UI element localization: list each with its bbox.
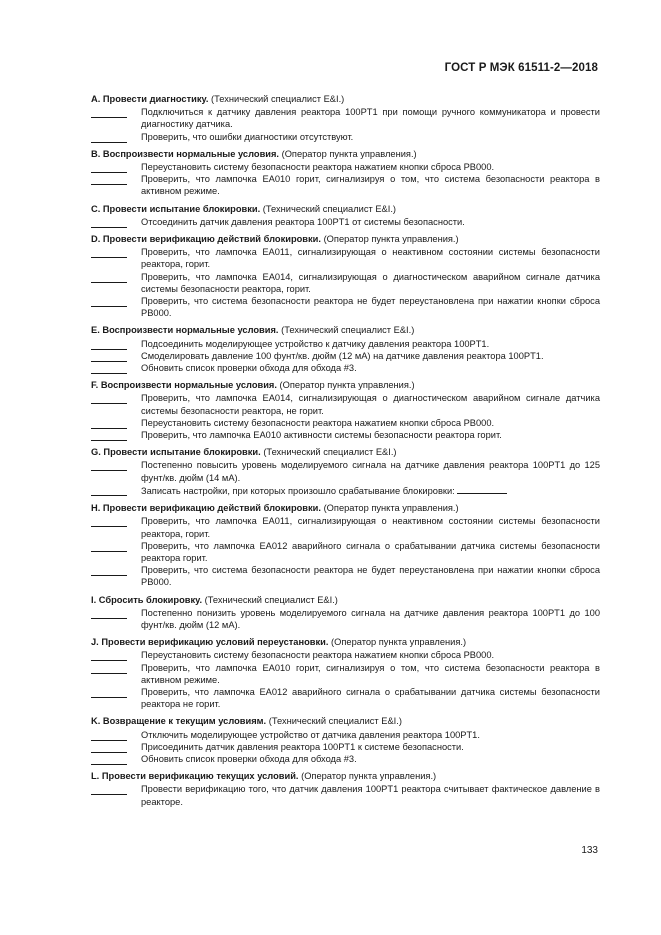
section-title xyxy=(91,93,600,105)
signoff-blank-line[interactable] xyxy=(91,649,127,661)
section-role: (Оператор пункта управления.) xyxy=(301,771,437,782)
section-role: (Технический специалист E&I.) xyxy=(268,716,402,727)
item-text-value: Обновить список проверки обхода для обхода #3. xyxy=(141,363,357,374)
section-role: (Оператор пункта управления.) xyxy=(279,380,415,391)
checklist-item xyxy=(91,484,600,497)
checklist-section xyxy=(91,446,600,497)
signoff-blank-line[interactable] xyxy=(91,741,127,753)
item-text-value: Переустановить систему безопасности реактора нажатием кнопки сброса PB000. xyxy=(141,162,495,173)
signoff-blank-line[interactable] xyxy=(91,484,127,496)
section-title xyxy=(91,770,600,782)
item-text-value: Присоединить датчик давления реактора 100PT1 к системе безопасности. xyxy=(141,741,464,752)
checklist-item-text xyxy=(141,607,600,631)
checklist-item-text xyxy=(141,295,600,319)
section-heading: K. Возвращение к текущим условиям. xyxy=(91,716,267,727)
signoff-blank-line[interactable] xyxy=(91,106,127,118)
signoff-blank-line[interactable] xyxy=(91,271,127,283)
signoff-blank-line[interactable] xyxy=(91,662,127,674)
checklist-content xyxy=(91,93,600,813)
checklist-item-text xyxy=(141,271,600,295)
section-role: (Оператор пункта управления.) xyxy=(323,503,459,514)
item-text-value: Проверить, что лампочка EA012 аварийного сигнала о срабатывании датчика системы безопасности реактора не горит. xyxy=(141,686,600,710)
item-text-value: Смоделировать давление 100 фунт/кв. дюйм (12 мА) на датчике давления реактора 100PT1. xyxy=(141,350,544,361)
checklist-section xyxy=(91,502,600,588)
checklist-item xyxy=(91,686,600,710)
item-text-value: Проверить, что лампочка EA014, сигнализирующая о диагностическом аварийном сигнале датчика системы безопасности реактора, не горит. xyxy=(141,393,600,416)
signoff-blank-line[interactable] xyxy=(91,564,127,576)
item-text-value: Провести верификацию того, что датчик давления 100PT1 реактора считывает фактическое давление в реакторе. xyxy=(141,784,600,807)
signoff-blank-line[interactable] xyxy=(91,729,127,741)
section-title xyxy=(91,636,600,648)
checklist-section xyxy=(91,233,600,319)
section-role: (Технический специалист E&I.) xyxy=(211,94,345,104)
item-text-value: Проверить, что лампочка EA010 горит, сигнализируя о том, что система безопасности реактора в активном режиме. xyxy=(141,662,600,685)
checklist-item-text xyxy=(141,350,600,362)
item-text-value: Отключить моделирующее устройство от датчика давления реактора 100PT1. xyxy=(141,729,480,740)
section-heading: I. Сбросить блокировку. xyxy=(91,594,203,605)
checklist-item xyxy=(91,753,600,765)
checklist-item xyxy=(91,564,600,588)
checklist-item xyxy=(91,106,600,130)
checklist-item xyxy=(91,131,600,143)
item-text-value: Проверить, что лампочка EA011, сигнализирующая о неактивном состоянии системы безопасности реактора, горит. xyxy=(141,516,600,539)
signoff-blank-line[interactable] xyxy=(91,783,127,795)
signoff-blank-line[interactable] xyxy=(91,246,127,258)
item-text-value: Подсоединить моделирующее устройство к датчику давления реактора 100PT1. xyxy=(141,338,490,349)
section-heading: E. Воспроизвести нормальные условия. xyxy=(91,325,279,336)
section-role: (Оператор пункта управления.) xyxy=(281,148,417,159)
signoff-blank-line[interactable] xyxy=(91,607,127,619)
checklist-section xyxy=(91,324,600,374)
checklist-item-text xyxy=(141,459,600,483)
signoff-blank-line[interactable] xyxy=(91,515,127,527)
checklist-item-text xyxy=(141,484,600,497)
checklist-item-text xyxy=(141,392,600,416)
signoff-blank-line[interactable] xyxy=(91,350,127,362)
checklist-item xyxy=(91,429,600,441)
checklist-section xyxy=(91,203,600,228)
checklist-item xyxy=(91,649,600,661)
record-value-blank-line[interactable] xyxy=(457,484,507,494)
signoff-blank-line[interactable] xyxy=(91,417,127,429)
signoff-blank-line[interactable] xyxy=(91,362,127,374)
signoff-blank-line[interactable] xyxy=(91,161,127,173)
signoff-blank-line[interactable] xyxy=(91,173,127,185)
section-title xyxy=(91,324,600,336)
page-number: 133 xyxy=(581,845,598,856)
section-heading: F. Воспроизвести нормальные условия. xyxy=(91,380,277,391)
signoff-blank-line[interactable] xyxy=(91,459,127,471)
checklist-item xyxy=(91,741,600,753)
signoff-blank-line[interactable] xyxy=(91,131,127,143)
item-text-value: Переустановить систему безопасности реактора нажатием кнопки сброса PB000. xyxy=(141,650,495,661)
checklist-item-text xyxy=(141,515,600,539)
checklist-item-text xyxy=(141,686,600,710)
checklist-item-text xyxy=(141,106,600,130)
section-heading: L. Провести верификацию текущих условий. xyxy=(91,771,299,782)
checklist-item-text xyxy=(141,216,600,228)
checklist-item xyxy=(91,662,600,686)
item-text-value: Отсоединить датчик давления реактора 100PT1 от системы безопасности. xyxy=(141,216,465,227)
item-text-value: Постепенно повысить уровень моделируемого сигнала на датчике давления реактора 100PT1 до 125 фунт/кв. дюйм (14 мА). xyxy=(141,460,600,483)
signoff-blank-line[interactable] xyxy=(91,753,127,765)
checklist-item-text xyxy=(141,429,600,441)
section-title xyxy=(91,203,600,215)
signoff-blank-line[interactable] xyxy=(91,429,127,441)
section-title xyxy=(91,233,600,245)
checklist-item-text xyxy=(141,540,600,564)
checklist-item xyxy=(91,392,600,416)
checklist-item xyxy=(91,216,600,228)
section-role: (Оператор пункта управления.) xyxy=(323,234,459,245)
checklist-item xyxy=(91,271,600,295)
checklist-item-text xyxy=(141,173,600,197)
section-title xyxy=(91,502,600,514)
checklist-item-text xyxy=(141,338,600,350)
signoff-blank-line[interactable] xyxy=(91,216,127,228)
item-text-value: Переустановить систему безопасности реактора нажатием кнопки сброса PB000. xyxy=(141,417,495,428)
checklist-item-text xyxy=(141,246,600,270)
checklist-item xyxy=(91,350,600,362)
section-heading: C. Провести испытание блокировки. xyxy=(91,203,261,214)
item-text-value: Проверить, что лампочка EA014, сигнализирующая о диагностическом аварийном сигнале датчика системы безопасности реактора, горит. xyxy=(141,271,600,294)
checklist-item-text xyxy=(141,649,600,661)
checklist-item-text xyxy=(141,729,600,741)
checklist-section xyxy=(91,148,600,198)
item-text-value: Подключиться к датчику давления реактора 100PT1 при помощи ручного коммуникатора и провести диагностику датчика. xyxy=(141,107,600,130)
checklist-item xyxy=(91,161,600,173)
item-text-value: Обновить список проверки обхода для обхода #3. xyxy=(141,753,357,764)
document-header: ГОСТ Р МЭК 61511-2—2018 xyxy=(444,62,598,74)
item-text-value: Проверить, что лампочка EA012 аварийного сигнала о срабатывании датчика системы безопасности реактора горит. xyxy=(141,540,600,563)
checklist-item-text xyxy=(141,662,600,686)
section-role: (Оператор пункта управления.) xyxy=(331,637,467,648)
section-role: (Технический специалист E&I.) xyxy=(262,203,397,214)
checklist-item xyxy=(91,417,600,429)
section-role: (Технический специалист E&I.) xyxy=(281,325,415,336)
checklist-section xyxy=(91,93,600,143)
signoff-blank-line[interactable] xyxy=(91,540,127,552)
checklist-item xyxy=(91,607,600,631)
section-title xyxy=(91,379,600,391)
checklist-item-text xyxy=(141,564,600,588)
signoff-blank-line[interactable] xyxy=(91,686,127,698)
checklist-section xyxy=(91,715,600,765)
checklist-item xyxy=(91,783,600,807)
signoff-blank-line[interactable] xyxy=(91,295,127,307)
signoff-blank-line[interactable] xyxy=(91,392,127,404)
section-role: (Технический специалист E&I.) xyxy=(263,447,397,458)
section-heading: B. Воспроизвести нормальные условия. xyxy=(91,148,280,159)
checklist-item xyxy=(91,173,600,197)
checklist-item-text xyxy=(141,753,600,765)
checklist-item-text xyxy=(141,362,600,374)
section-title xyxy=(91,594,600,606)
section-heading: J. Провести верификацию условий переустановки. xyxy=(91,637,329,648)
item-text-value: Проверить, что ошибки диагностики отсутствуют. xyxy=(141,131,354,142)
item-text-value: Записать настройки, при которых произошло срабатывание блокировки: xyxy=(141,485,455,496)
signoff-blank-line[interactable] xyxy=(91,338,127,350)
checklist-item xyxy=(91,246,600,270)
checklist-section xyxy=(91,636,600,710)
item-text-value: Проверить, что система безопасности реактора не будет переустановлена при нажатии кнопки сброса PB000. xyxy=(141,565,600,588)
checklist-item xyxy=(91,459,600,483)
section-heading: D. Провести верификацию действий блокировки. xyxy=(91,234,321,245)
checklist-item xyxy=(91,515,600,539)
checklist-item xyxy=(91,729,600,741)
checklist-item xyxy=(91,295,600,319)
checklist-item xyxy=(91,540,600,564)
item-text-value: Проверить, что система безопасности реактора не будет переустановлена при нажатии кнопки сброса PB000. xyxy=(141,296,600,319)
section-heading: H. Провести верификацию действий блокировки. xyxy=(91,503,321,514)
section-title xyxy=(91,715,600,727)
checklist-item xyxy=(91,338,600,350)
checklist-item-text xyxy=(141,417,600,429)
section-title xyxy=(91,148,600,160)
checklist-item-text xyxy=(141,131,600,143)
section-heading: G. Провести испытание блокировки. xyxy=(91,447,261,458)
section-title xyxy=(91,446,600,458)
section-role: (Технический специалист E&I.) xyxy=(204,594,338,605)
item-text-value: Постепенно понизить уровень моделируемого сигнала на датчике давления реактора 100PT1 до 100 фунт/кв. дюйм (12 мА). xyxy=(141,607,600,630)
checklist-section xyxy=(91,594,600,632)
checklist-section xyxy=(91,770,600,808)
item-text-value: Проверить, что лампочка EA010 горит, сигнализируя о том, что система безопасности реактора в активном режиме. xyxy=(141,174,600,197)
checklist-item xyxy=(91,362,600,374)
checklist-section xyxy=(91,379,600,441)
section-heading: A. Провести диагностику. xyxy=(91,94,209,104)
item-text-value: Проверить, что лампочка EA011, сигнализирующая о неактивном состоянии системы безопасности реактора, горит. xyxy=(141,247,600,270)
checklist-item-text xyxy=(141,783,600,807)
checklist-item-text xyxy=(141,741,600,753)
item-text-value: Проверить, что лампочка EA010 активности системы безопасности реактора горит. xyxy=(141,430,502,441)
checklist-item-text xyxy=(141,161,600,173)
